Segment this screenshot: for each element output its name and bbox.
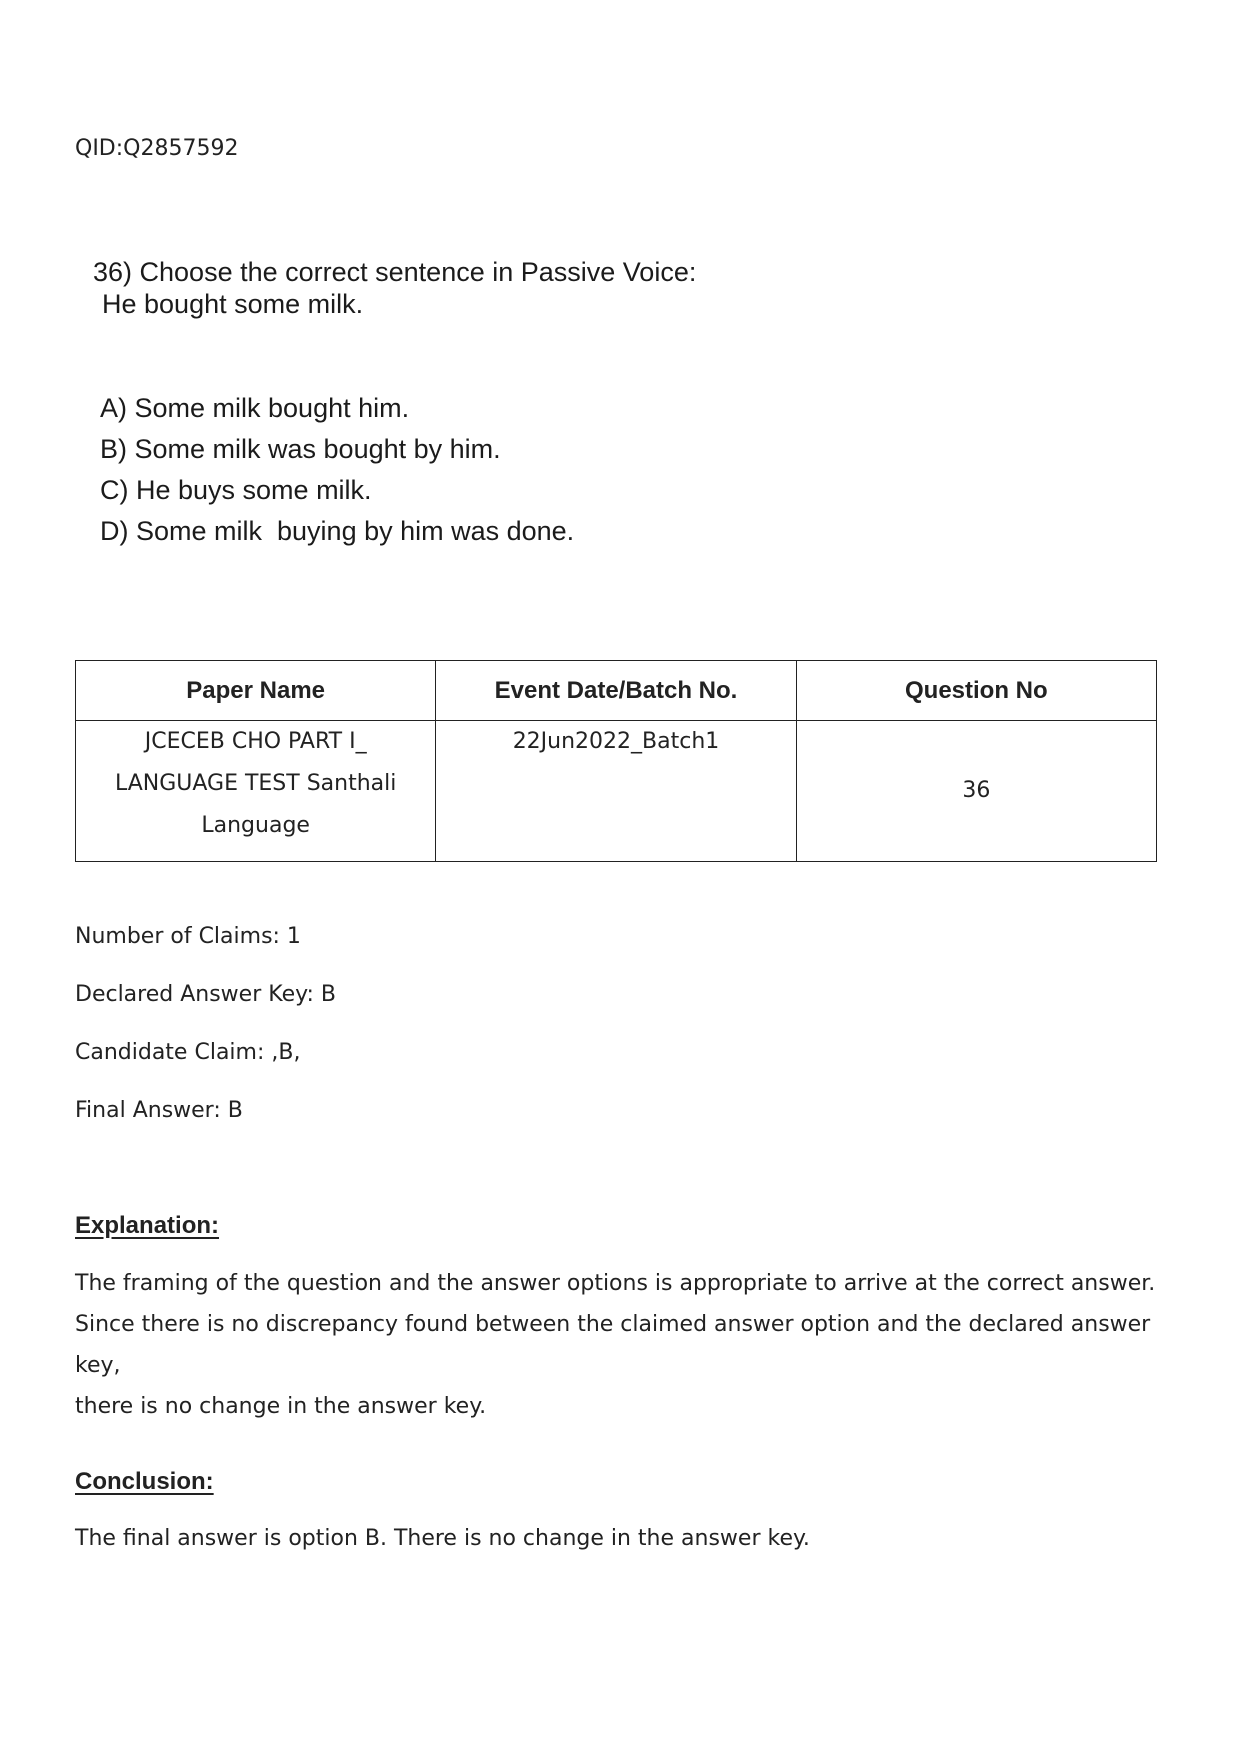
- option-a: A) Some milk bought him.: [100, 393, 410, 423]
- question-title: 36) Choose the correct sentence in Passive Voice:: [93, 257, 697, 287]
- question-text: He bought some milk.: [102, 289, 364, 319]
- explanation-heading: Explanation:: [75, 1212, 220, 1239]
- question-id: QID:Q2857592: [75, 136, 239, 161]
- final-answer: Final Answer: B: [75, 1098, 243, 1123]
- conclusion-text: The final answer is option B. There is no change in the answer key.: [75, 1526, 810, 1551]
- table-header-row: [76, 661, 1157, 721]
- explanation-line: there is no change in the answer key.: [75, 1394, 487, 1419]
- conclusion-heading: Conclusion:: [75, 1468, 214, 1495]
- answer-options: [100, 388, 574, 552]
- explanation-text: [75, 1263, 1165, 1427]
- candidate-claim: Candidate Claim: ,B,: [75, 1040, 301, 1065]
- paper-name-line: JCECEB CHO PART I_: [144, 729, 367, 754]
- paper-name-line: LANGUAGE TEST Santhali: [114, 771, 397, 796]
- header-question-no: Question No: [796, 661, 1156, 721]
- header-event-batch: Event Date/Batch No.: [436, 661, 796, 721]
- header-paper-name: Paper Name: [76, 661, 436, 721]
- cell-question-no: 36: [796, 721, 1156, 862]
- explanation-line: Since there is no discrepancy found between the claimed answer option and the declared answer key,: [75, 1312, 1151, 1378]
- option-b: B) Some milk was bought by him.: [100, 434, 501, 464]
- option-c: C) He buys some milk.: [100, 475, 372, 505]
- explanation-line: The framing of the question and the answer options is appropriate to arrive at the correct answer.: [75, 1271, 1156, 1296]
- table-row: [76, 721, 1157, 862]
- paper-info-table: [75, 660, 1157, 862]
- option-d: D) Some milk buying by him was done.: [100, 516, 575, 546]
- declared-answer-key: Declared Answer Key: B: [75, 982, 337, 1007]
- question-block: [93, 256, 696, 320]
- cell-paper-name: [76, 721, 436, 862]
- cell-event-batch: 22Jun2022_Batch1: [436, 721, 796, 862]
- paper-name-line: Language: [201, 813, 310, 838]
- number-of-claims: Number of Claims: 1: [75, 924, 301, 949]
